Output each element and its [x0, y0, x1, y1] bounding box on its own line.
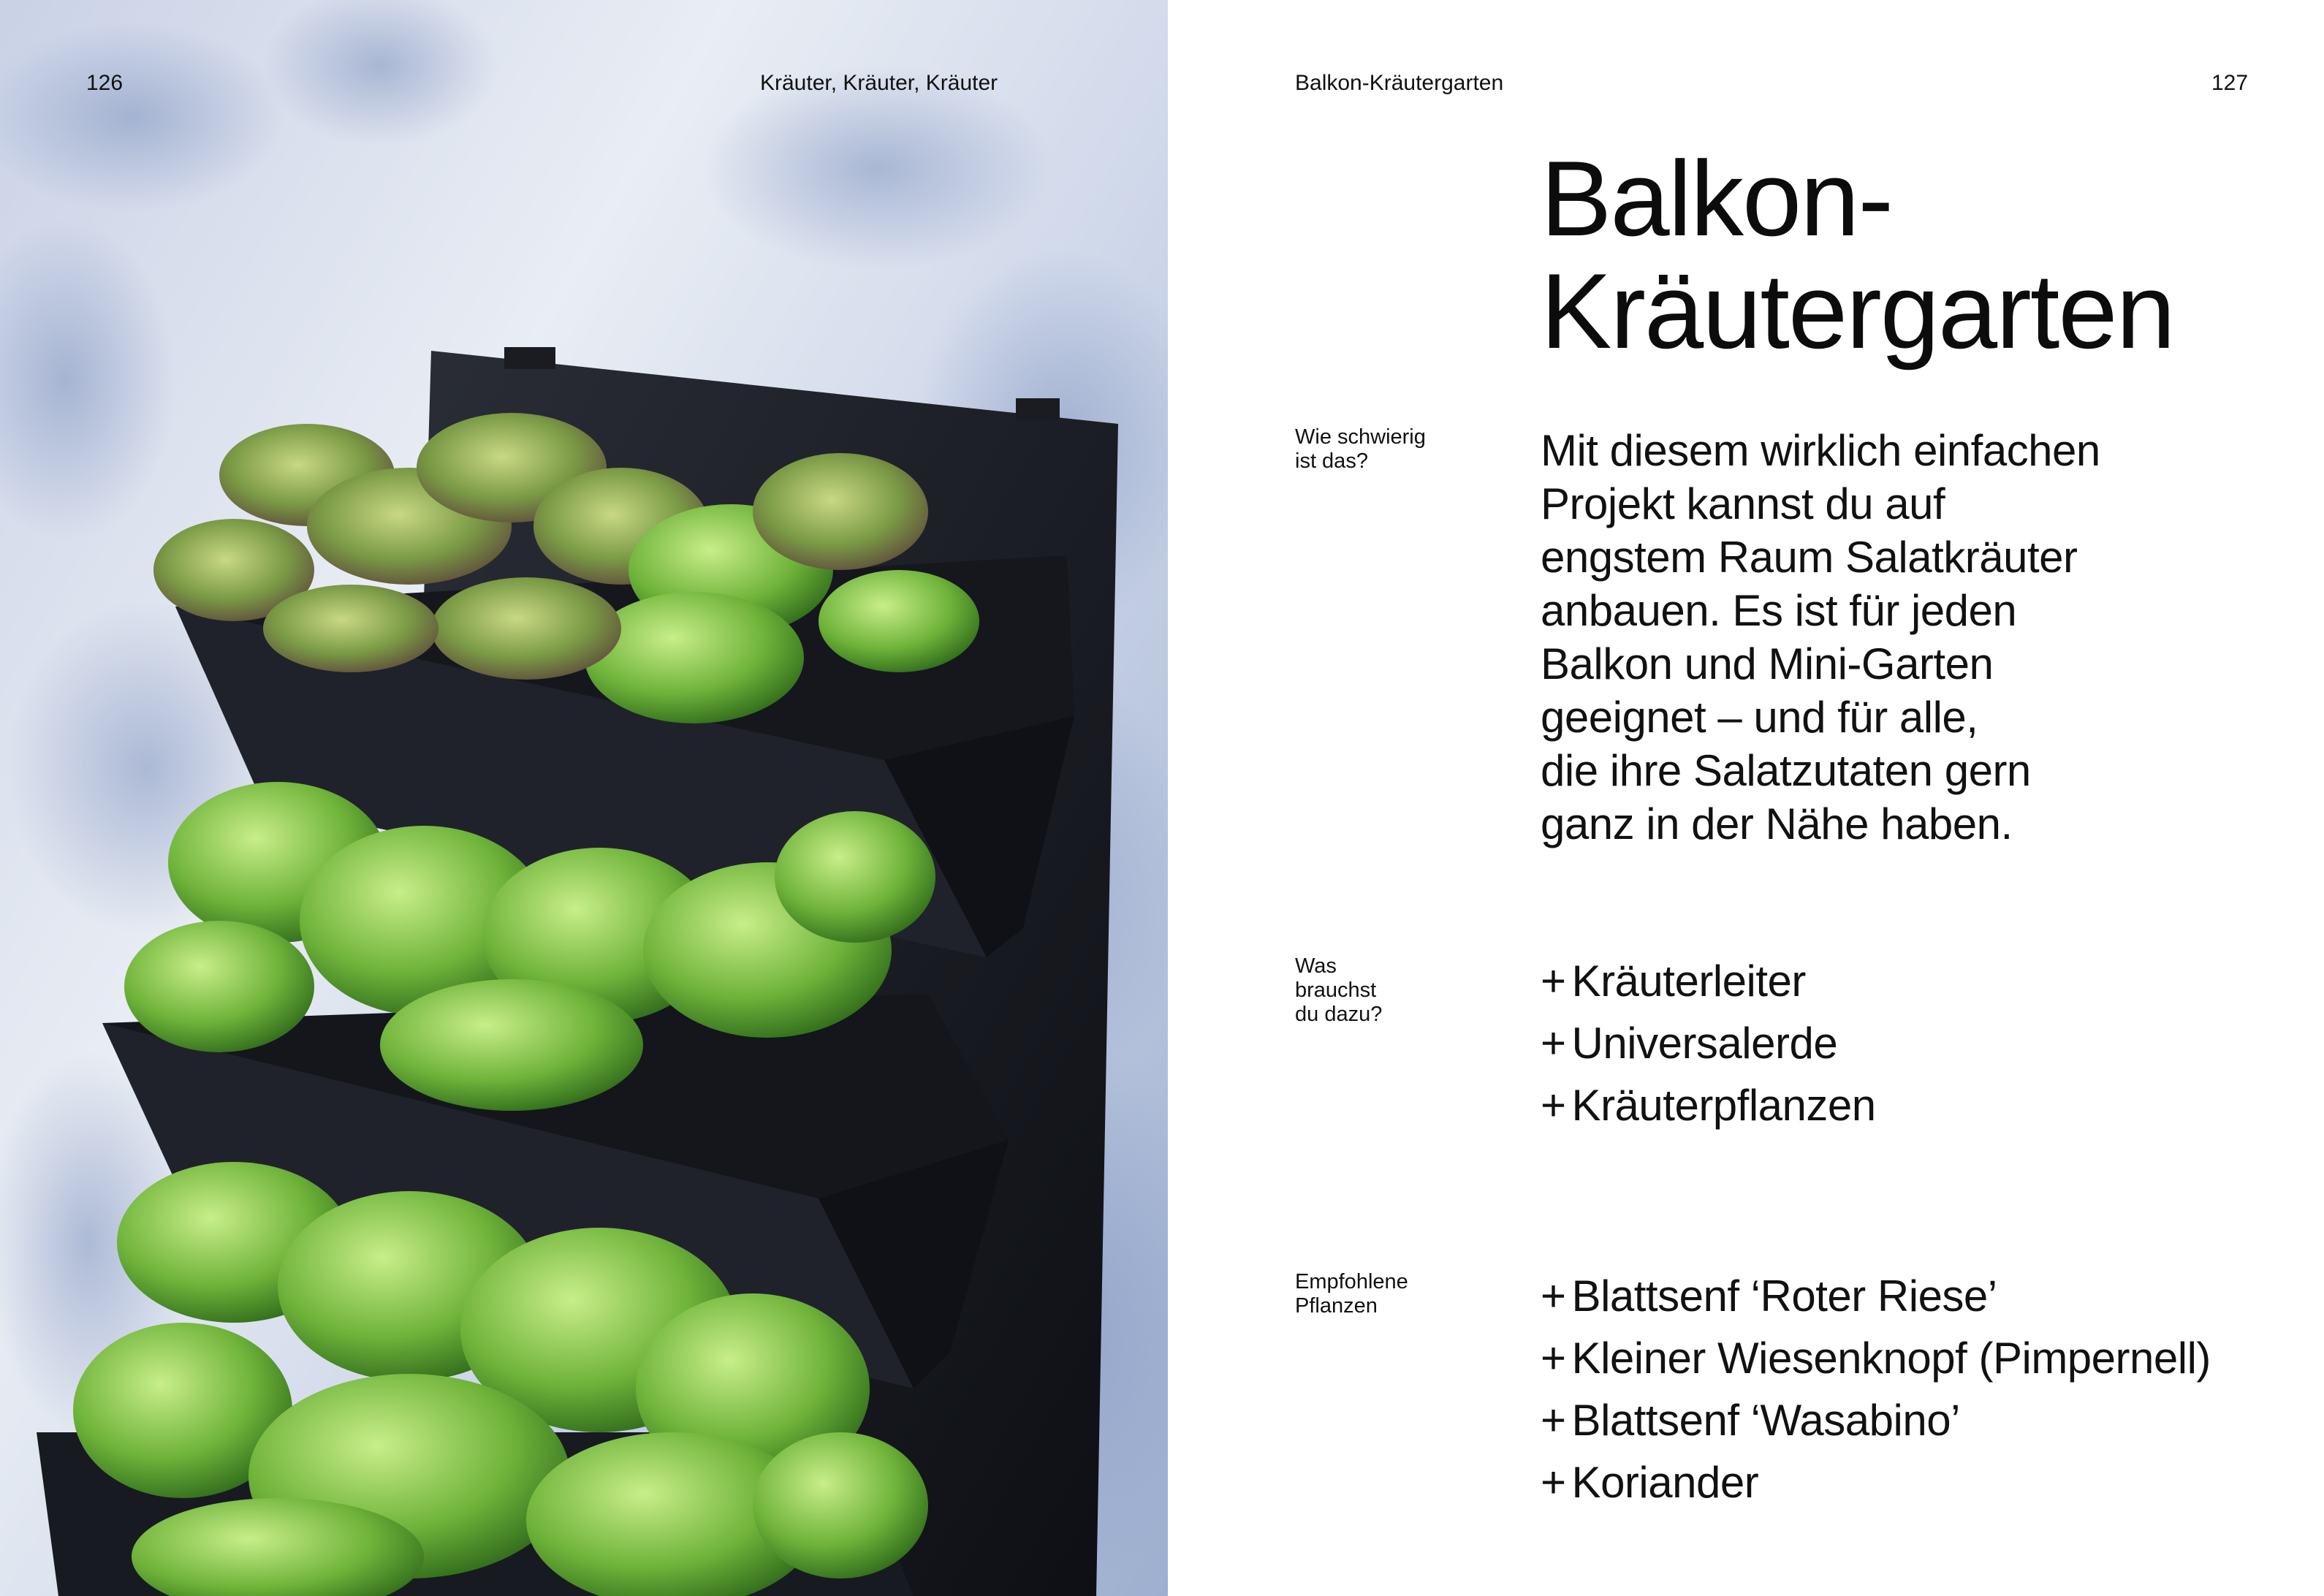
difficulty-text-line: Balkon und Mini-Garten	[1541, 639, 1994, 688]
plants-label-line: Empfohlene	[1295, 1270, 1408, 1293]
difficulty-text-line: Projekt kannst du auf	[1541, 479, 1945, 528]
list-item	[1541, 1265, 2211, 1327]
right-page-number: 127	[2211, 71, 2249, 95]
page-title	[1541, 139, 2174, 370]
list-item	[1541, 1327, 2211, 1389]
left-running-head: Kräuter, Kräuter, Kräuter	[760, 71, 998, 95]
materials-label-line: Was	[1295, 954, 1337, 978]
list-item-text: Kräuterleiter	[1571, 957, 1806, 1006]
difficulty-text-line: Mit diesem wirklich einfachen	[1541, 426, 2100, 475]
plus-icon: +	[1541, 1272, 1566, 1320]
plants-list	[1541, 1265, 2211, 1513]
plus-icon: +	[1541, 957, 1566, 1006]
plus-icon: +	[1541, 1458, 1566, 1507]
list-item-text: Koriander	[1571, 1458, 1759, 1507]
materials-label-line: du dazu?	[1295, 1003, 1383, 1026]
difficulty-text-line: engstem Raum Salatkräuter	[1541, 533, 2078, 582]
materials-label	[1295, 954, 1382, 1027]
difficulty-text	[1541, 424, 2100, 851]
list-item	[1541, 1012, 1876, 1074]
list-item	[1541, 950, 1876, 1012]
list-item-text: Kräuterpflanzen	[1571, 1081, 1876, 1130]
difficulty-label	[1295, 425, 1426, 474]
materials-list	[1541, 950, 1876, 1136]
list-item-text: Blattsenf ‘Wasabino’	[1571, 1396, 1960, 1445]
plants-label	[1295, 1270, 1408, 1318]
plus-icon: +	[1541, 1334, 1566, 1383]
list-item-text: Blattsenf ‘Roter Riese’	[1571, 1272, 1997, 1320]
list-item-text: Kleiner Wiesenknopf (Pimpernell)	[1571, 1334, 2211, 1383]
list-item-text: Universalerde	[1571, 1019, 1838, 1068]
title-line-1: Balkon-	[1541, 139, 1893, 258]
list-item	[1541, 1451, 2211, 1513]
materials-label-line: brauchst	[1295, 978, 1377, 1002]
difficulty-text-line: ganz in der Nähe haben.	[1541, 799, 2013, 848]
plus-icon: +	[1541, 1081, 1566, 1130]
difficulty-text-line: anbauen. Es ist für jeden	[1541, 586, 2017, 635]
plants-label-line: Pflanzen	[1295, 1294, 1378, 1318]
right-running-head: Balkon-Kräutergarten	[1295, 71, 1504, 95]
difficulty-label-line: Wie schwierig	[1295, 425, 1426, 449]
plus-icon: +	[1541, 1019, 1566, 1068]
list-item	[1541, 1389, 2211, 1451]
difficulty-label-line: ist das?	[1295, 449, 1368, 473]
difficulty-text-line: geeignet – und für alle,	[1541, 693, 1978, 742]
plus-icon: +	[1541, 1396, 1566, 1445]
list-item	[1541, 1074, 1876, 1136]
title-line-2: Kräutergarten	[1541, 251, 2174, 370]
difficulty-text-line: die ihre Salatzutaten gern	[1541, 746, 2031, 795]
left-page-number: 126	[86, 71, 124, 95]
